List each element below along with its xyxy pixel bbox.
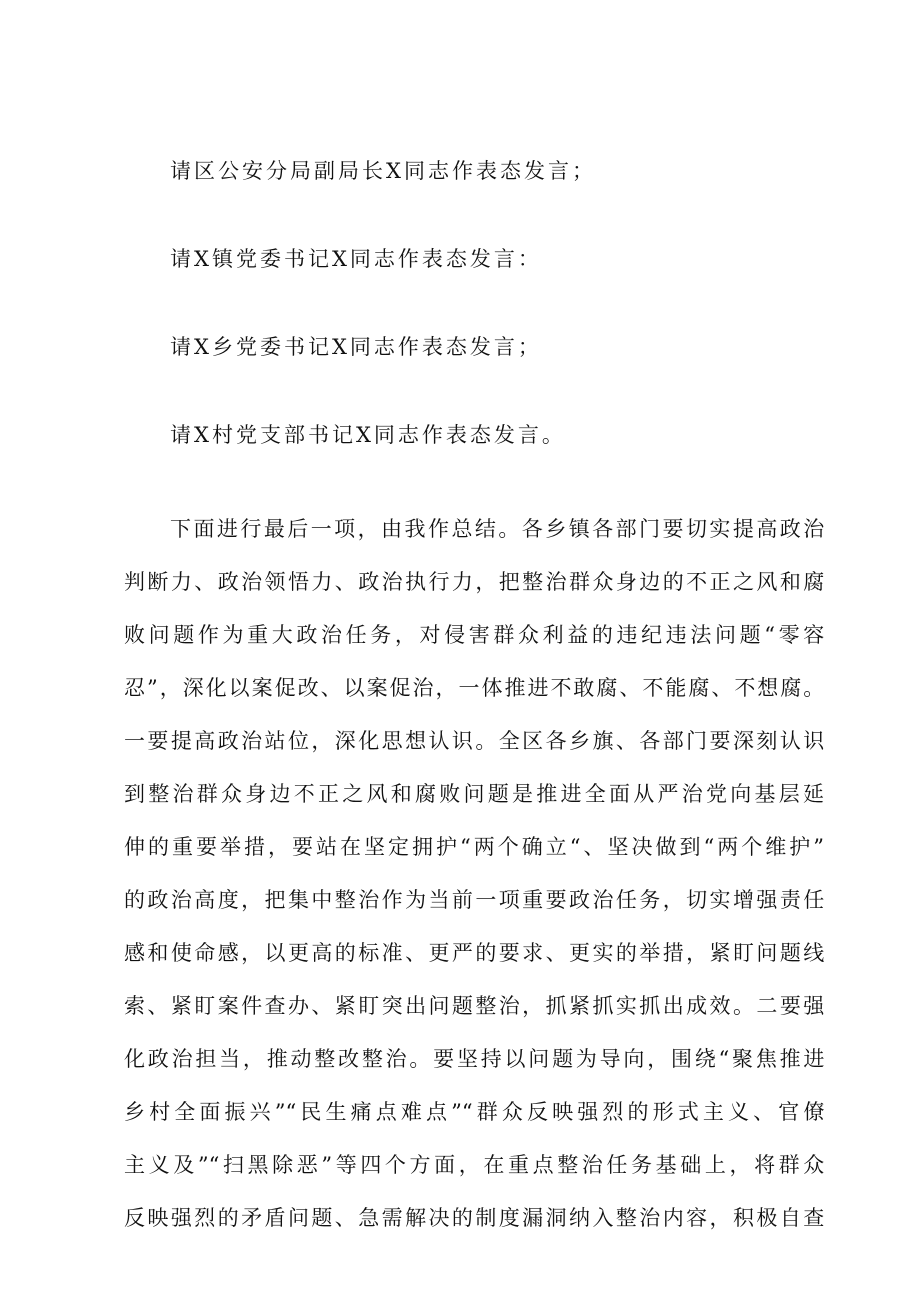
paragraph-row: 忍”，深化以案促改、以案促治，一体推进不敢腐、不能腐、不想腐。	[124, 676, 825, 700]
paragraph-row: 乡村全面振兴”“民生痛点难点”“群众反映强烈的形式主义、官僚	[124, 1100, 825, 1124]
paragraph-row: 主义及”“扫黑除恶”等四个方面，在重点整治任务基础上，将群众	[124, 1153, 825, 1177]
paragraph-row: 反映强烈的矛盾问题、急需解决的制度漏洞纳入整治内容，积极自查	[124, 1206, 825, 1230]
paragraph-row: 下面进行最后一项，由我作总结。各乡镇各部门要切实提高政治	[170, 517, 825, 541]
paragraph-row: 化政治担当，推动整改整治。要坚持以问题为导向，围绕“聚焦推进	[124, 1047, 825, 1071]
paragraph-row: 到整治群众身边不正之风和腐败问题是推进全面从严治党向基层延	[124, 782, 824, 806]
speech-line-2: 请X镇党委书记X同志作表态发言：	[170, 247, 542, 271]
summary-paragraph	[124, 503, 824, 1245]
paragraph-row: 伸的重要举措，要站在坚定拥护“两个确立“、坚决做到“两个维护”	[124, 835, 824, 859]
paragraph-row: 判断力、政治领悟力、政治执行力，把整治群众身边的不正之风和腐	[124, 570, 825, 594]
paragraph-row: 感和使命感，以更高的标准、更严的要求、更实的举措，紧盯问题线	[124, 941, 825, 965]
speech-line-4: 请X村党支部书记X同志作表态发言。	[170, 423, 566, 447]
speech-line-1: 请区公安分局副局长X同志作表态发言；	[170, 159, 596, 183]
paragraph-row: 索、紧盯案件查办、紧盯突出问题整治，抓紧抓实抓出成效。二要强	[124, 994, 825, 1018]
paragraph-row: 一要提高政治站位，深化思想认识。全区各乡旗、各部门要深刻认识	[124, 729, 825, 753]
speech-line-3: 请X乡党委书记X同志作表态发言；	[170, 335, 542, 359]
paragraph-row: 的政治高度，把集中整治作为当前一项重要政治任务，切实增强责任	[124, 888, 825, 912]
paragraph-row: 败问题作为重大政治任务，对侵害群众利益的违纪违法问题“零容	[124, 623, 825, 647]
